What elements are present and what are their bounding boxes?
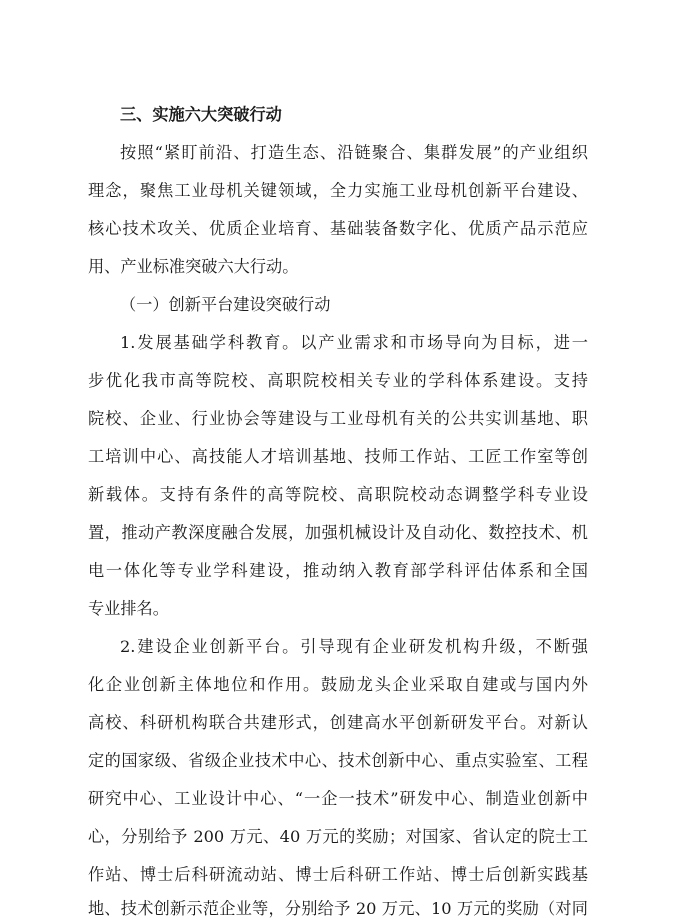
item1-line: 1.发展基础学科教育。以产业需求和市场导向为目标，进一 xyxy=(120,333,588,352)
item2-line: 地、技术创新示范企业等，分别给予 20 万元、10 万元的奖励（对同 xyxy=(88,899,588,918)
item1-line: 步优化我市高等院校、高职院校相关专业的学科体系建设。支持 xyxy=(88,371,588,390)
item1-line: 工培训中心、高技能人才培训基地、技师工作站、工匠工作室等创 xyxy=(88,447,588,466)
section-heading: 三、实施六大突破行动 xyxy=(120,105,282,124)
item2-line: 2.建设企业创新平台。引导现有企业研发机构升级，不断强 xyxy=(120,637,588,656)
item1-line: 新载体。支持有条件的高等院校、高职院校动态调整学科专业设 xyxy=(88,485,588,504)
item2-line: 作站、博士后科研流动站、博士后科研工作站、博士后创新实践基 xyxy=(88,865,588,884)
item2-line: 研究中心、工业设计中心、“一企一技术”研发中心、制造业创新中 xyxy=(88,789,588,808)
item1-line: 电一体化等专业学科建设，推动纳入教育部学科评估体系和全国 xyxy=(88,561,588,580)
intro-line: 理念，聚焦工业母机关键领域，全力实施工业母机创新平台建设、 xyxy=(88,181,588,200)
item1-line: 专业排名。 xyxy=(88,599,169,618)
item2-line: 化企业创新主体地位和作用。鼓励龙头企业采取自建或与国内外 xyxy=(88,675,588,694)
intro-line: 用、产业标准突破六大行动。 xyxy=(88,257,299,276)
item1-line: 置，推动产教深度融合发展，加强机械设计及自动化、数控技术、机 xyxy=(88,523,588,542)
item2-line: 心，分别给予 200 万元、40 万元的奖励；对国家、省认定的院士工 xyxy=(88,827,588,846)
subsection-heading: （一）创新平台建设突破行动 xyxy=(120,295,331,314)
item2-line: 高校、科研机构联合共建形式，创建高水平创新研发平台。对新认 xyxy=(88,713,588,732)
item1-line: 院校、企业、行业协会等建设与工业母机有关的公共实训基地、职 xyxy=(88,409,588,428)
intro-line: 核心技术攻关、优质企业培育、基础装备数字化、优质产品示范应 xyxy=(88,219,588,238)
item2-line: 定的国家级、省级企业技术中心、技术创新中心、重点实验室、工程 xyxy=(88,751,588,770)
intro-line: 按照“紧盯前沿、打造生态、沿链聚合、集群发展”的产业组织 xyxy=(120,143,588,162)
